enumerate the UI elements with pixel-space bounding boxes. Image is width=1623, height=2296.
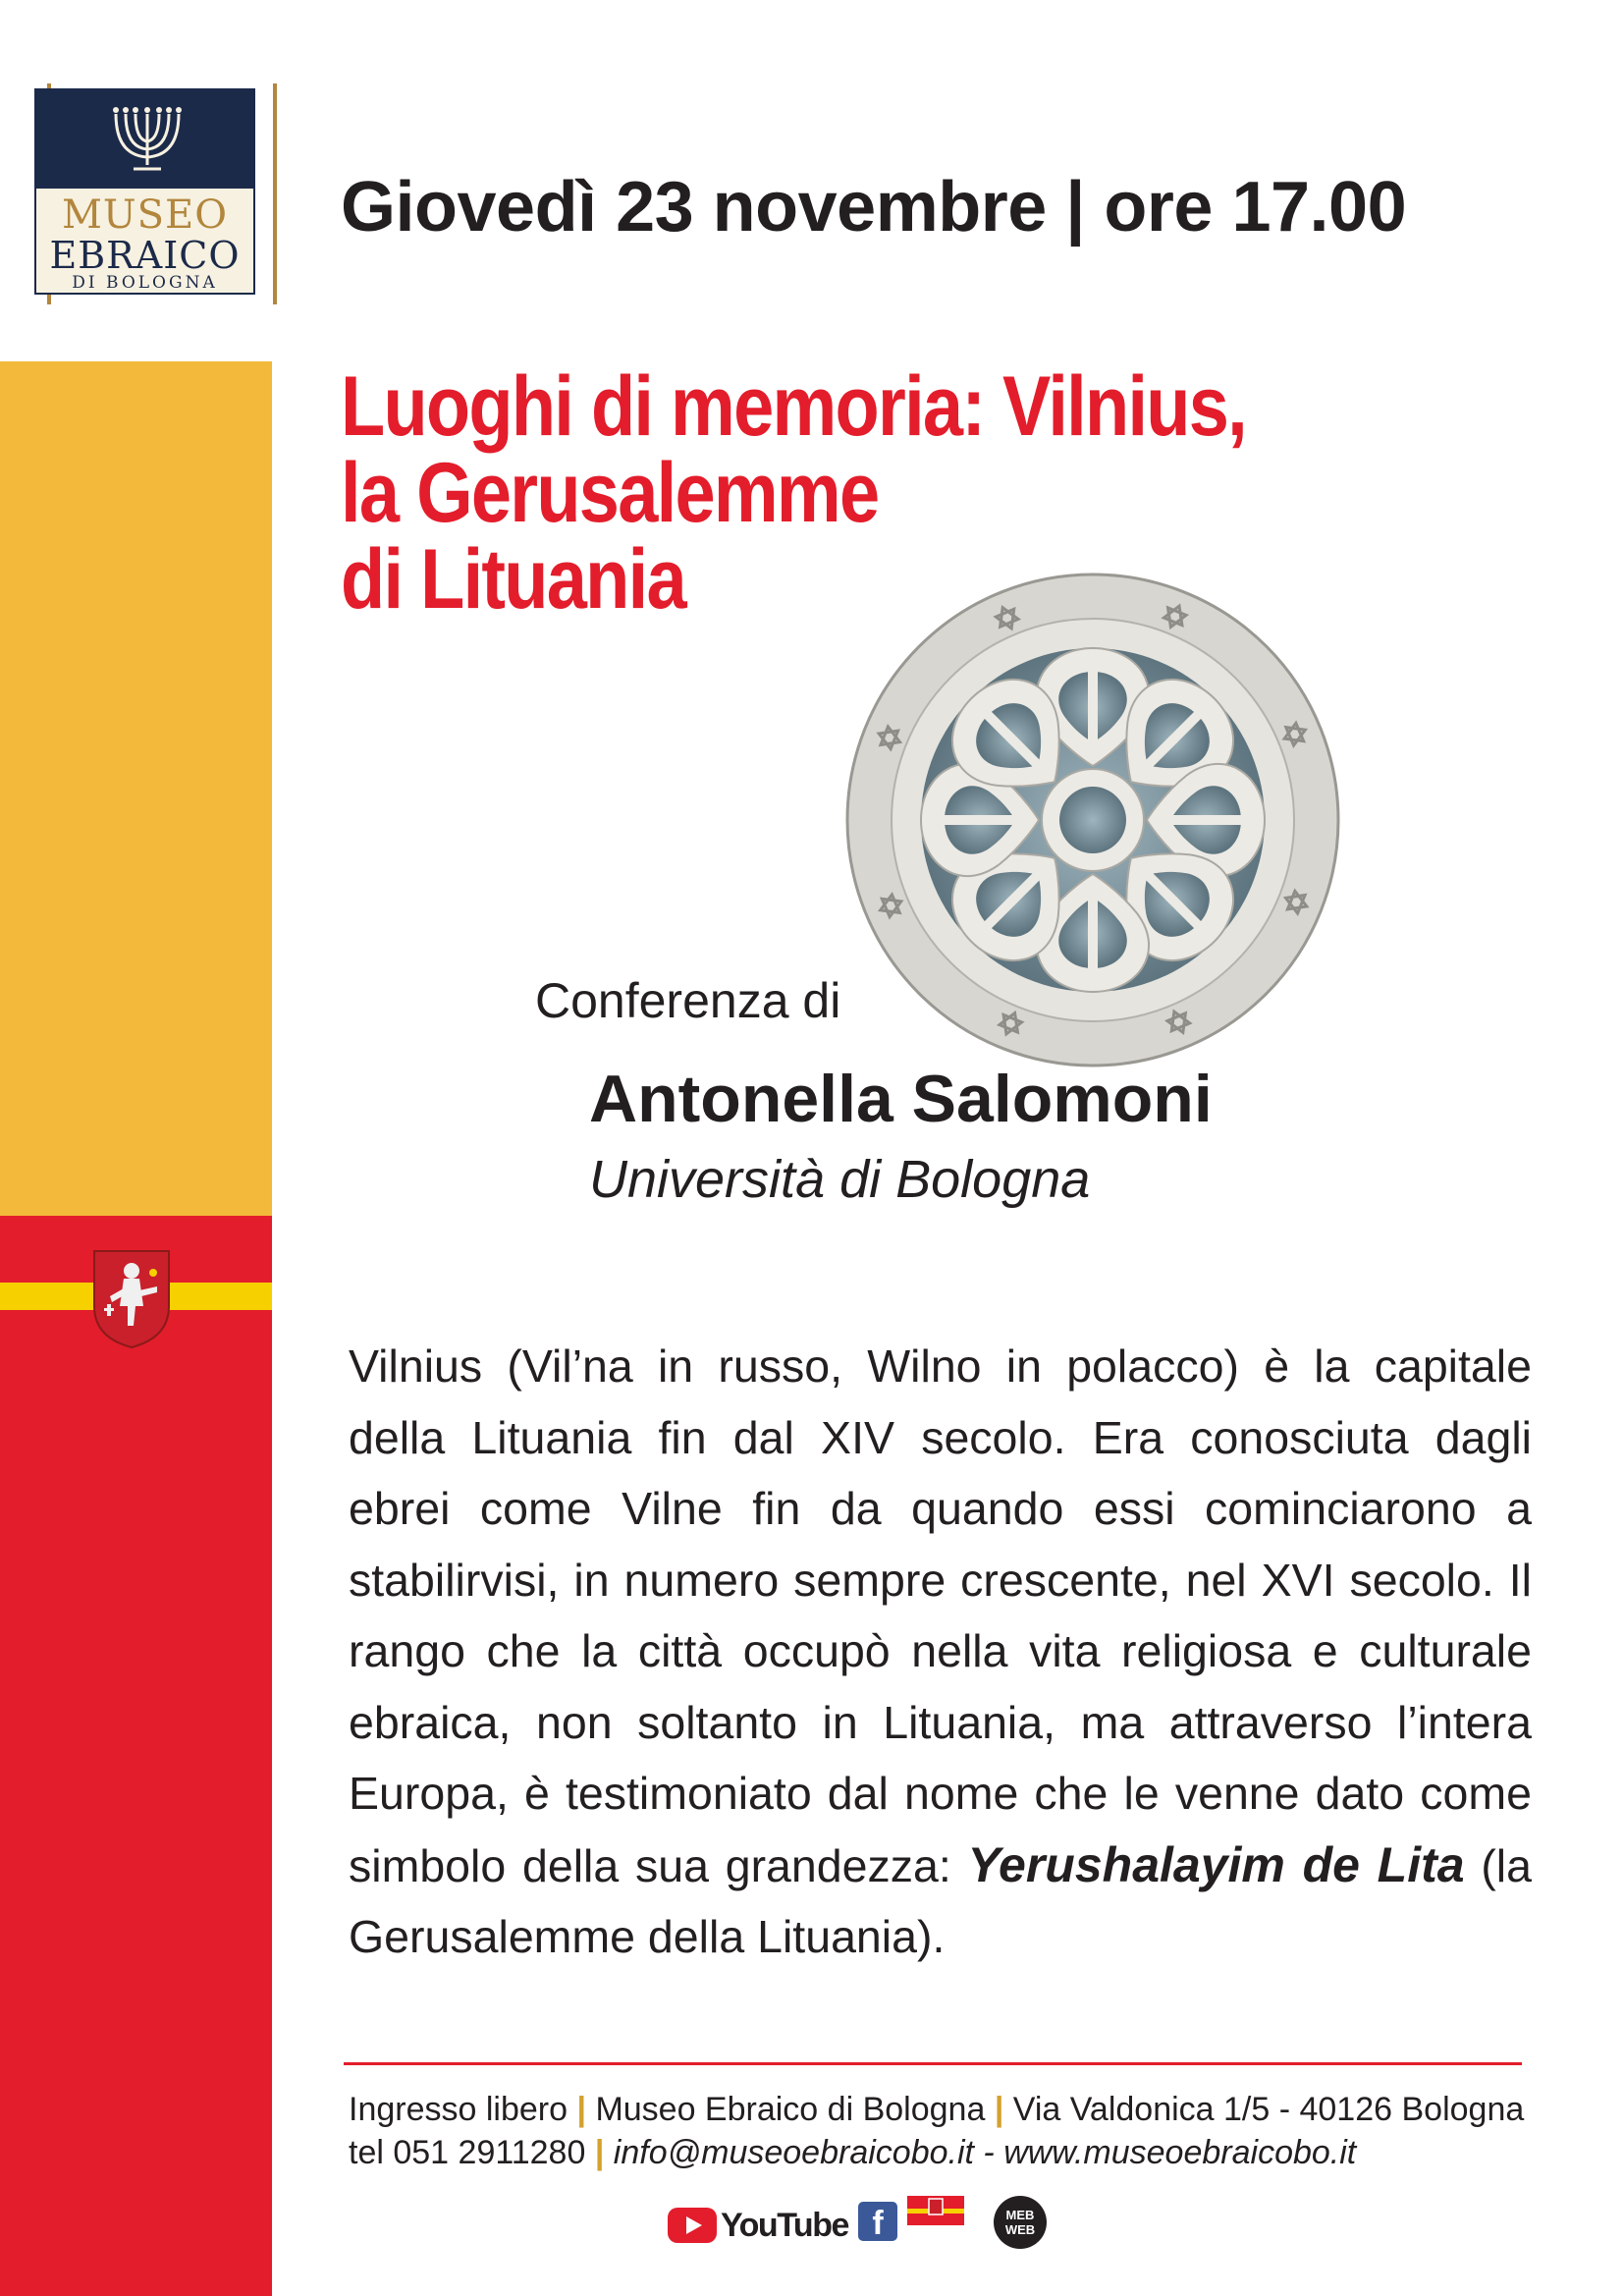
speaker-affiliation: Università di Bologna bbox=[589, 1150, 1091, 1209]
entry-info: Ingresso libero bbox=[349, 2091, 568, 2128]
flag-band-yellow bbox=[0, 361, 272, 1216]
youtube-icon bbox=[668, 2208, 717, 2243]
event-title-line-1: Luoghi di memoria: Vilnius, bbox=[341, 359, 1246, 454]
web-label: WEB bbox=[1004, 2222, 1036, 2237]
footer-info bbox=[349, 2088, 1524, 2174]
description-paragraph bbox=[349, 1331, 1532, 1973]
logo-word-bologna: DI BOLOGNA bbox=[72, 273, 218, 293]
footer-line-2 bbox=[349, 2131, 1524, 2174]
logo-word-museo: MUSEO bbox=[61, 192, 229, 238]
event-title-line-2: la Gerusalemme bbox=[341, 446, 879, 540]
description-text: Vilnius (Vil’na in russo, Wilno in polacco) è la capitale della Lituania fin dal XIV secolo. Era conosciuta dagli ebrei come Vilne fin da quando essi cominciarono a stabilirvisi, in numero sempre crescente, nel XVI secolo. Il rango che la città occupò nella vita religiosa e culturale ebraica, non soltanto in Lituania, ma attraverso l’intera Europa, è testimoniato dal nome che le venne dato come simbolo della sua grandezza: bbox=[349, 1340, 1532, 1891]
email-link[interactable]: info@museoebraicobo.it bbox=[613, 2134, 974, 2171]
meb-label: MEB bbox=[1005, 2208, 1035, 2222]
menorah-icon bbox=[108, 100, 187, 179]
conference-label: Conferenza di bbox=[535, 973, 841, 1028]
vilnius-coat-of-arms-icon bbox=[90, 1247, 173, 1350]
footer-dash: - bbox=[973, 2134, 1004, 2171]
footer-separator: | bbox=[994, 2091, 1004, 2128]
museum-name: Museo Ebraico di Bologna bbox=[595, 2091, 986, 2128]
footer-separator: | bbox=[594, 2134, 605, 2171]
phone-number: tel 051 2911280 bbox=[349, 2134, 586, 2171]
facebook-icon[interactable]: f bbox=[858, 2202, 897, 2241]
museum-address: Via Valdonica 1/5 - 40126 Bologna bbox=[1012, 2091, 1525, 2128]
logo-text-panel bbox=[34, 187, 255, 295]
youtube-label: YouTube bbox=[721, 2206, 848, 2244]
footer-line-1 bbox=[349, 2088, 1524, 2131]
rose-window-image bbox=[842, 570, 1343, 1070]
footer-separator: | bbox=[576, 2091, 586, 2128]
logo-top-panel bbox=[34, 88, 255, 187]
museum-logo bbox=[29, 83, 260, 304]
youtube-link[interactable] bbox=[668, 2204, 848, 2247]
footer-divider bbox=[344, 2062, 1522, 2065]
speaker-name: Antonella Salomoni bbox=[589, 1062, 1213, 1136]
logo-rod-right bbox=[273, 83, 277, 304]
description-text-end: (la Gerusalemme della Lituania). bbox=[349, 1839, 1532, 1962]
flag-band-red bbox=[0, 1355, 272, 2296]
description-emphasis: Yerushalayim de Lita bbox=[967, 1836, 1465, 1892]
logo-word-ebraico: EBRAICO bbox=[49, 234, 241, 277]
vilnius-flag-icon[interactable] bbox=[907, 2196, 964, 2225]
meb-web-icon[interactable] bbox=[994, 2196, 1047, 2249]
website-link[interactable]: www.museoebraicobo.it bbox=[1003, 2134, 1357, 2171]
event-date: Giovedì 23 novembre | ore 17.00 bbox=[341, 168, 1407, 246]
event-title-line-3: di Lituania bbox=[341, 532, 685, 627]
